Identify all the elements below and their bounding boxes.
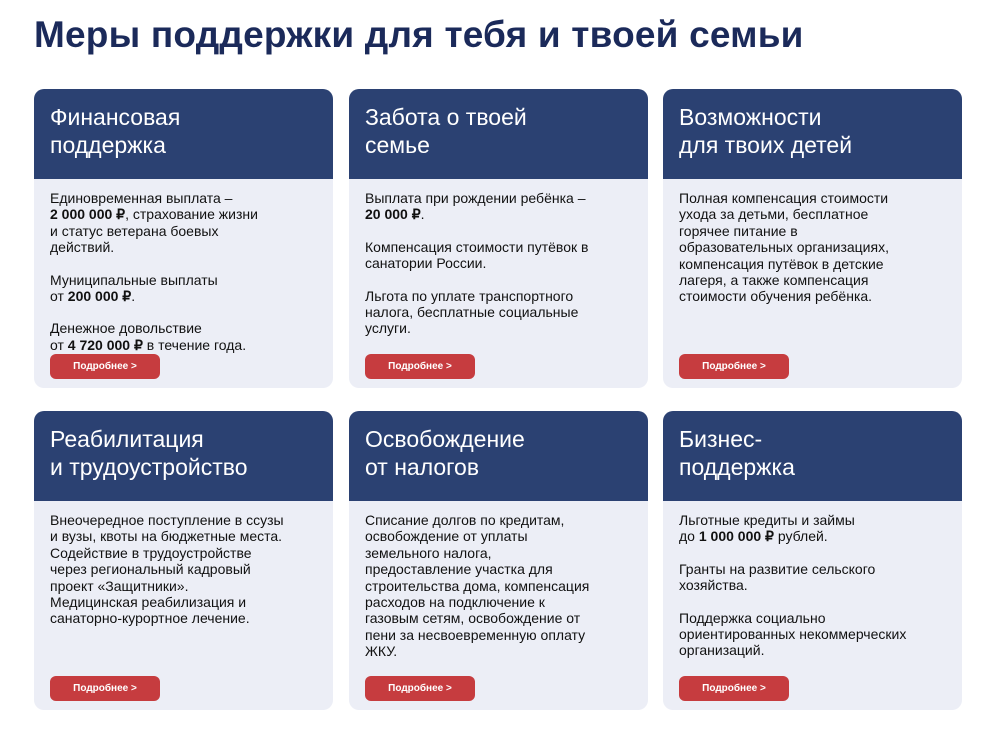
card-tax-exemption xyxy=(349,411,648,710)
card-title: Возможности для твоих детей xyxy=(679,104,853,158)
card-header xyxy=(349,89,648,179)
paragraph-text: Полная компенсация стоимости ухода за детьми, бесплатное горячее питание в образовательных организациях, компенсация путёвок в детские лагеря, а также компенсация стоимости обучения ребёнка. xyxy=(679,190,889,305)
more-button[interactable]: Подробнее > xyxy=(365,354,475,379)
card-header xyxy=(663,411,962,501)
paragraph-text: . xyxy=(131,288,136,305)
page-title: Меры поддержки для тебя и твоей семьи xyxy=(34,14,804,55)
card-header xyxy=(34,89,333,179)
card-header xyxy=(349,411,648,501)
card-paragraph xyxy=(365,288,632,337)
card-body xyxy=(349,501,648,660)
card-body xyxy=(34,179,333,353)
card-business-support xyxy=(663,411,962,710)
paragraph-text: Единовременная выплата – xyxy=(50,190,233,206)
more-button[interactable]: Подробнее > xyxy=(679,354,789,379)
card-paragraph xyxy=(50,512,317,627)
card-header xyxy=(663,89,962,179)
paragraph-text: Денежное довольствие от xyxy=(50,320,202,353)
card-children-opportunities xyxy=(663,89,962,388)
paragraph-text: Гранты на развитие сельского хозяйства. xyxy=(679,560,876,594)
more-button[interactable]: Подробнее > xyxy=(365,676,475,701)
card-body xyxy=(663,501,962,659)
card-financial-support xyxy=(34,89,333,388)
more-button[interactable]: Подробнее > xyxy=(50,354,160,379)
card-paragraph xyxy=(679,610,946,659)
more-button[interactable]: Подробнее > xyxy=(50,676,160,701)
paragraph-text: в течение года. xyxy=(142,336,247,353)
card-family-care xyxy=(349,89,648,388)
amount-text: 2 000 000 ₽ xyxy=(50,206,126,223)
card-paragraph xyxy=(365,512,632,660)
more-button[interactable]: Подробнее > xyxy=(679,676,789,701)
card-title: Реабилитация и трудоустройство xyxy=(50,426,248,480)
paragraph-text: рублей. xyxy=(773,528,828,545)
card-paragraph xyxy=(50,320,317,353)
paragraph-text: Муниципальные выплаты от xyxy=(50,271,218,305)
card-paragraph xyxy=(679,190,946,305)
card-header xyxy=(34,411,333,501)
card-paragraph xyxy=(679,512,946,545)
card-title: Освобождение от налогов xyxy=(365,426,525,480)
card-paragraph xyxy=(679,561,946,594)
paragraph-text: Списание долгов по кредитам, освобождение от уплаты земельного налога, предоставление участка для строительства дома, компенсация расходов на подключение к газовым сетям, освобождение от пени за несвоевременную оплату ЖКУ. xyxy=(365,512,590,660)
card-body xyxy=(34,501,333,627)
card-title: Финансовая поддержка xyxy=(50,104,181,158)
amount-text: 4 720 000 ₽ xyxy=(67,336,143,353)
card-paragraph xyxy=(50,272,317,305)
amount-text: 1 000 000 ₽ xyxy=(698,528,774,545)
paragraph-text: Льгота по уплате транспортного налога, бесплатные социальные услуги. xyxy=(365,287,579,337)
card-paragraph xyxy=(365,239,632,272)
amount-text: 200 000 ₽ xyxy=(67,288,132,305)
card-paragraph xyxy=(50,190,317,256)
paragraph-text: . xyxy=(420,206,425,223)
card-body xyxy=(663,179,962,305)
paragraph-text: Поддержка социально ориентированных некоммерческих организаций. xyxy=(679,609,907,659)
amount-text: 20 000 ₽ xyxy=(365,206,421,223)
paragraph-text: Льготные кредиты и займы до xyxy=(679,512,855,545)
paragraph-text: Компенсация стоимости путёвок в санатории России. xyxy=(365,238,589,272)
card-paragraph xyxy=(365,190,632,223)
paragraph-text: Внеочередное поступление в ссузы и вузы, квоты на бюджетные места. Содействие в трудоустройстве через региональный кадровый проект «Защитники». Медицинская реабилизация и санаторно-курортное лечение. xyxy=(50,512,284,627)
paragraph-text: Выплата при рождении ребёнка – xyxy=(365,190,586,206)
card-title: Забота о твоей семье xyxy=(365,104,527,158)
paragraph-text: , страхование жизни и статус ветерана боевых действий. xyxy=(50,206,258,256)
card-rehabilitation xyxy=(34,411,333,710)
card-title: Бизнес- поддержка xyxy=(679,426,795,480)
card-body xyxy=(349,179,648,337)
